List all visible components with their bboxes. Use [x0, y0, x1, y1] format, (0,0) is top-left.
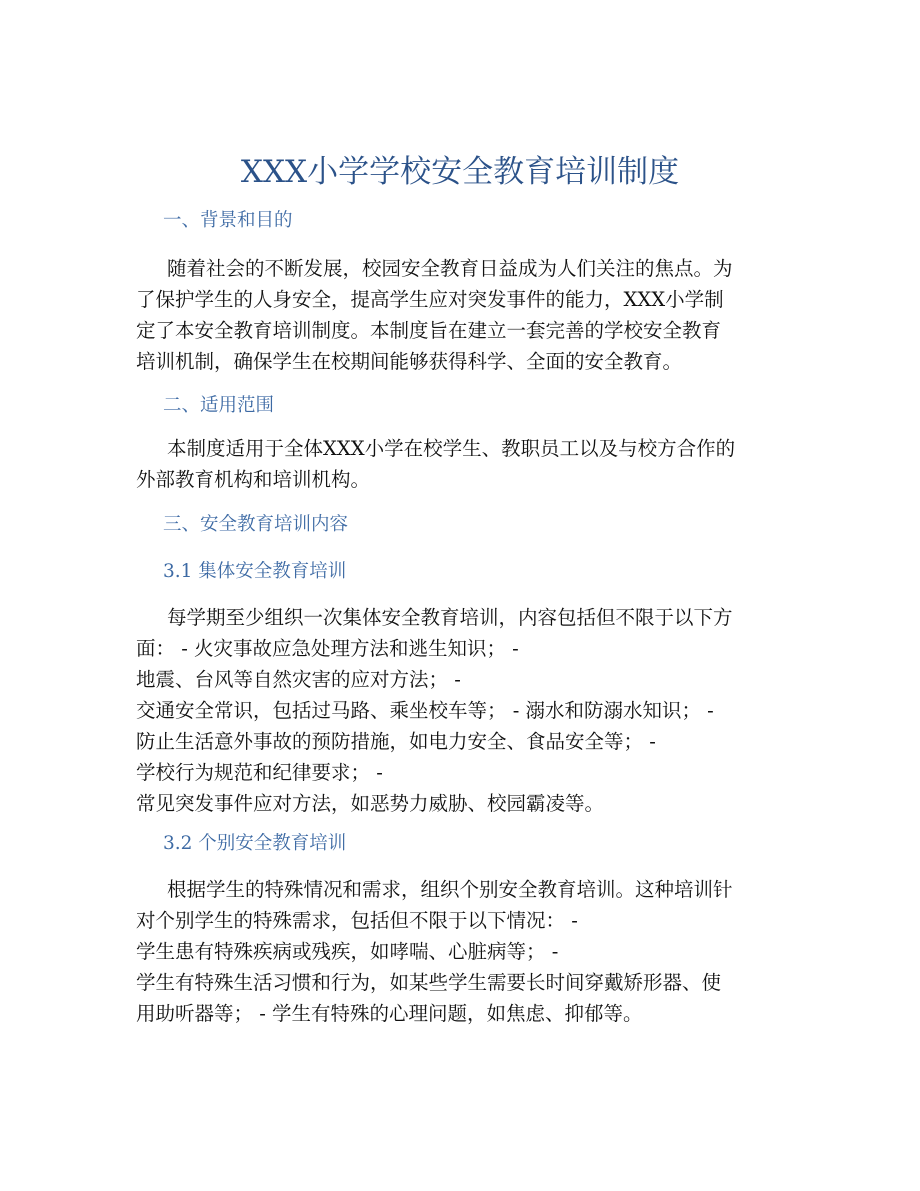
paragraph-line: 定了本安全教育培训制度。本制度旨在建立一套完善的学校安全教育: [136, 319, 722, 342]
section-heading-content: 三、安全教育培训内容: [163, 514, 349, 535]
paragraph-line: 了保护学生的人身安全，提高学生应对突发事件的能力，XXX小学制: [136, 288, 724, 311]
subsection-heading-group-training: 3.1 集体安全教育培训: [163, 561, 347, 582]
section-heading-background: 一、背景和目的: [163, 210, 293, 231]
document-title: XXX小学学校安全教育培训制度: [240, 154, 680, 190]
paragraph-line: 本制度适用于全体XXX小学在校学生、教职员工以及与校方合作的: [167, 437, 736, 460]
paragraph-line: 学生患有特殊疾病或残疾，如哮喘、心脏病等； -: [136, 940, 559, 963]
paragraph-line: 防止生活意外事故的预防措施，如电力安全、食品安全等； -: [136, 730, 656, 753]
paragraph-line: 外部教育机构和培训机构。: [136, 468, 371, 491]
paragraph-line: 地震、台风等自然灾害的应对方法； -: [136, 668, 461, 691]
paragraph-line: 每学期至少组织一次集体安全教育培训，内容包括但不限于以下方: [167, 606, 733, 629]
paragraph-line: 面： - 火灾事故应急处理方法和逃生知识； -: [136, 637, 519, 660]
paragraph-line: 学校行为规范和纪律要求； -: [136, 761, 383, 784]
paragraph-line: 交通安全常识，包括过马路、乘坐校车等； - 溺水和防溺水知识； -: [136, 699, 714, 722]
paragraph-line: 常见突发事件应对方法，如恶势力威胁、校园霸凌等。: [136, 792, 605, 815]
paragraph-line: 根据学生的特殊情况和需求，组织个别安全教育培训。这种培训针: [167, 878, 733, 901]
subsection-paragraph-individual-training: [136, 874, 796, 1029]
paragraph-line: 随着社会的不断发展，校园安全教育日益成为人们关注的焦点。为: [167, 257, 733, 280]
section-heading-scope: 二、适用范围: [163, 395, 275, 416]
section-paragraph-background: [136, 253, 796, 377]
subsection-heading-individual-training: 3.2 个别安全教育培训: [163, 833, 347, 854]
paragraph-line: 用助听器等； - 学生有特殊的心理问题，如焦虑、抑郁等。: [136, 1002, 643, 1025]
subsection-paragraph-group-training: [136, 602, 796, 819]
section-paragraph-scope: [136, 433, 796, 495]
paragraph-line: 对个别学生的特殊需求，包括但不限于以下情况： -: [136, 909, 578, 932]
paragraph-line: 学生有特殊生活习惯和行为，如某些学生需要长时间穿戴矫形器、使: [136, 971, 722, 994]
paragraph-line: 培训机制，确保学生在校期间能够获得科学、全面的安全教育。: [136, 350, 683, 373]
